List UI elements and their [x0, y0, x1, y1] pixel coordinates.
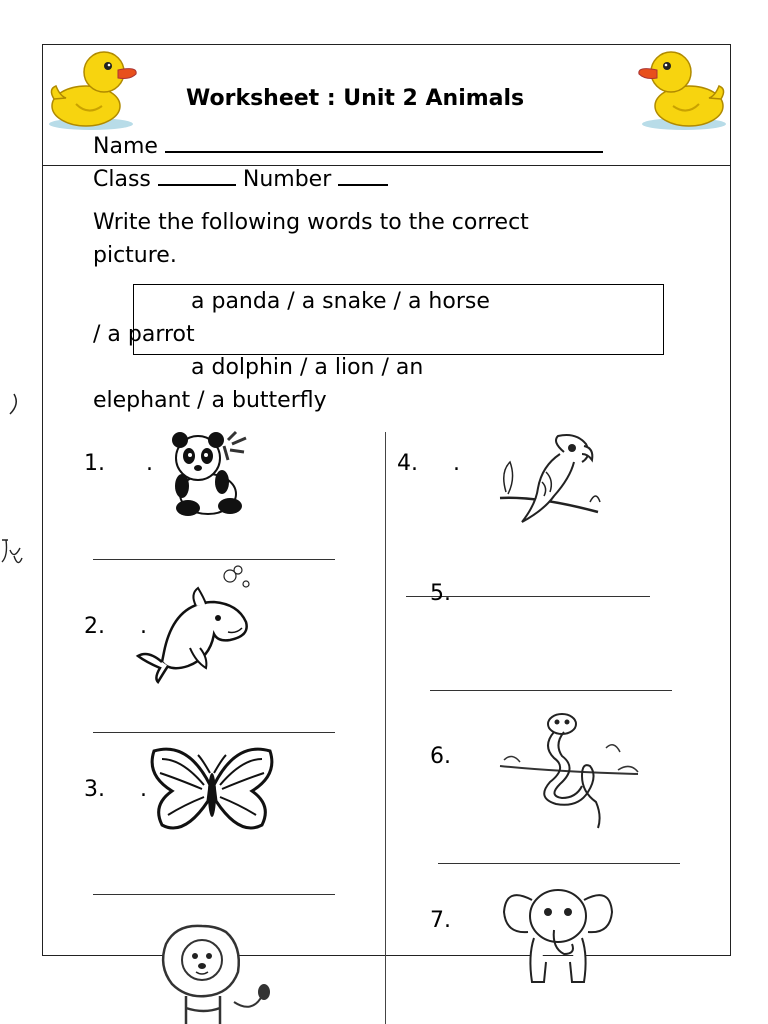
answer-line-3[interactable] — [93, 894, 335, 895]
duck-icon — [634, 44, 729, 132]
item-number-6: 6. — [430, 744, 451, 769]
item-number-5: 5. — [430, 581, 451, 606]
item-number-1: 1. — [84, 451, 105, 476]
lion-icon — [156, 922, 276, 1024]
class-field[interactable] — [158, 162, 236, 186]
word-bank-line-2: / a parrot — [93, 322, 195, 347]
number-label: Number — [242, 167, 332, 192]
item-number-3: 3. — [84, 777, 105, 802]
column-divider — [385, 432, 386, 1024]
item-dot-2: . — [140, 614, 147, 639]
duck-icon — [46, 44, 141, 132]
name-label: Name — [93, 134, 158, 159]
butterfly-icon — [148, 745, 276, 839]
answer-line-2[interactable] — [93, 732, 335, 733]
class-label: Class — [93, 167, 151, 192]
instruction-line-1: Write the following words to the correct — [93, 210, 529, 235]
instruction-line-2: picture. — [93, 243, 177, 268]
item-dot-3: . — [140, 777, 147, 802]
word-bank-line-3: a dolphin / a lion / an — [191, 355, 424, 380]
number-field[interactable] — [338, 162, 388, 186]
item-dot-1: . — [146, 451, 153, 476]
margin-scribble — [0, 390, 24, 590]
dolphin-icon — [134, 562, 256, 684]
word-bank-line-1: a panda / a snake / a horse — [191, 289, 490, 314]
word-bank-line-4: elephant / a butterfly — [93, 388, 327, 413]
elephant-icon — [502, 882, 614, 988]
item-number-2: 2. — [84, 614, 105, 639]
answer-line-6[interactable] — [438, 863, 680, 864]
item-number-4: 4. — [397, 451, 418, 476]
item-dot-4: . — [453, 451, 460, 476]
item-number-7: 7. — [430, 908, 451, 933]
page-title: Worksheet : Unit 2 Animals — [186, 86, 525, 111]
snake-icon — [498, 712, 644, 830]
name-row — [93, 129, 603, 163]
answer-line-5[interactable] — [430, 690, 672, 691]
name-field[interactable] — [165, 129, 603, 153]
answer-line-1[interactable] — [93, 559, 335, 560]
panda-icon — [158, 430, 250, 518]
parrot-icon — [498, 432, 602, 524]
class-row — [93, 162, 388, 196]
